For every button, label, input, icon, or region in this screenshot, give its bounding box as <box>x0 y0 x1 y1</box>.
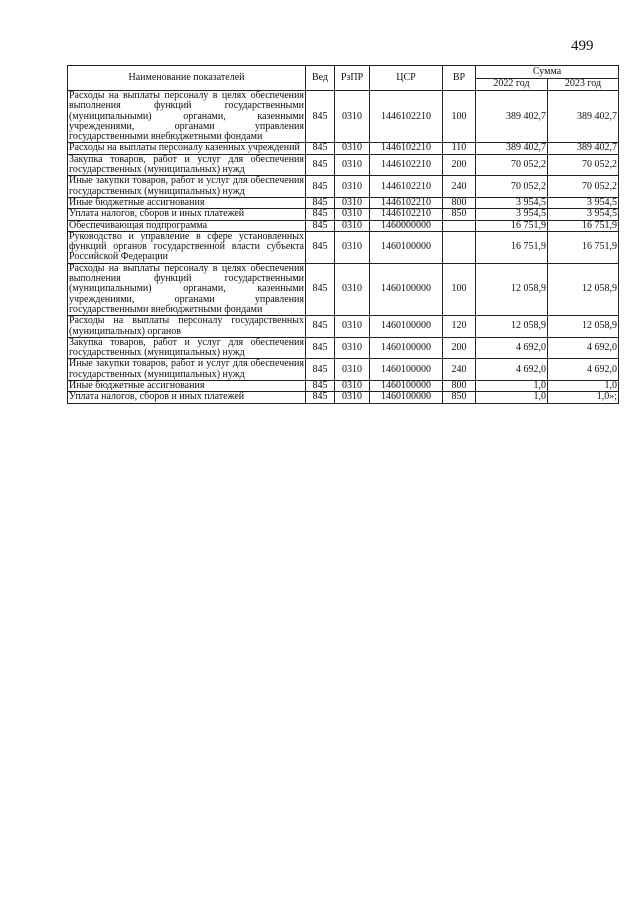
row-ved: 845 <box>306 392 335 403</box>
row-sum-2022: 389 402,7 <box>476 91 548 143</box>
row-ved: 845 <box>306 359 335 381</box>
row-name: Иные закупки товаров, работ и услуг для обеспечения государственных (муниципальных) нужд <box>69 175 304 197</box>
row-csr: 1460100000 <box>370 263 443 315</box>
row-vr: 120 <box>443 316 476 338</box>
row-name: Расходы на выплаты персоналу казенных учреждений <box>68 143 306 154</box>
row-sum-2022: 3 954,5 <box>476 197 548 208</box>
row-name: Руководство и управление в сфере установленных функций органов государственной власти субъекта Российской Федерации <box>69 230 304 263</box>
table-row <box>68 263 619 315</box>
row-sum-2022: 4 692,0 <box>476 359 548 381</box>
row-ved: 845 <box>306 220 335 231</box>
header-year-2022: 2022 год <box>476 79 548 91</box>
row-rzpr: 0310 <box>335 359 370 381</box>
row-ved: 845 <box>306 143 335 154</box>
row-sum-2023: 12 058,9 <box>548 316 619 338</box>
row-vr: 100 <box>443 91 476 143</box>
row-sum-2023: 4 692,0 <box>548 337 619 359</box>
header-vr: ВР <box>443 66 476 91</box>
row-vr: 850 <box>443 392 476 403</box>
table-row <box>68 392 619 403</box>
row-rzpr: 0310 <box>335 231 370 263</box>
row-sum-2023: 12 058,9 <box>548 263 619 315</box>
row-ved: 845 <box>306 209 335 220</box>
table-row <box>68 176 619 198</box>
table-row <box>68 337 619 359</box>
page-number: 499 <box>571 38 594 54</box>
row-csr: 1446102210 <box>370 176 443 198</box>
row-name: Расходы на выплаты персоналу в целях обеспечения выполнения функций государственными (муниципальными) органами, казенными учреждениями, органами управления государственными внебюджетными фондами <box>69 90 304 143</box>
row-vr: 850 <box>443 209 476 220</box>
row-sum-2022: 1,0 <box>476 392 548 403</box>
row-sum-2023: 389 402,7 <box>548 91 619 143</box>
row-rzpr: 0310 <box>335 91 370 143</box>
row-sum-2023: 4 692,0 <box>548 359 619 381</box>
table-row <box>68 154 619 176</box>
row-rzpr: 0310 <box>335 197 370 208</box>
row-vr: 800 <box>443 381 476 392</box>
row-rzpr: 0310 <box>335 176 370 198</box>
row-csr: 1460000000 <box>370 220 443 231</box>
row-vr <box>443 220 476 231</box>
row-sum-2022: 12 058,9 <box>476 263 548 315</box>
row-sum-2022: 12 058,9 <box>476 316 548 338</box>
row-rzpr: 0310 <box>335 337 370 359</box>
row-csr: 1460100000 <box>370 359 443 381</box>
row-rzpr: 0310 <box>335 381 370 392</box>
row-sum-2022: 70 052,2 <box>476 154 548 176</box>
row-sum-2023: 16 751,9 <box>548 231 619 263</box>
table-row <box>68 316 619 338</box>
row-rzpr: 0310 <box>335 392 370 403</box>
row-sum-2023: 3 954,5 <box>548 197 619 208</box>
row-ved: 845 <box>306 154 335 176</box>
row-csr: 1460100000 <box>370 316 443 338</box>
row-rzpr: 0310 <box>335 263 370 315</box>
row-csr: 1446102210 <box>370 91 443 143</box>
row-sum-2023: 1,0 <box>548 381 619 392</box>
row-name: Иные бюджетные ассигнования <box>68 197 306 208</box>
row-vr: 200 <box>443 337 476 359</box>
row-sum-2022: 1,0 <box>476 381 548 392</box>
row-csr: 1460100000 <box>370 231 443 263</box>
row-ved: 845 <box>306 381 335 392</box>
row-ved: 845 <box>306 337 335 359</box>
row-sum-2023: 16 751,9 <box>548 220 619 231</box>
row-sum-2023: 1,0»; <box>548 392 619 403</box>
row-vr: 240 <box>443 359 476 381</box>
header-ved: Вед <box>306 66 335 91</box>
header-csr: ЦСР <box>370 66 443 91</box>
row-csr: 1460100000 <box>370 381 443 392</box>
table-row <box>68 220 619 231</box>
row-vr: 110 <box>443 143 476 154</box>
table-row <box>68 231 619 263</box>
table-row <box>68 143 619 154</box>
header-year-2023: 2023 год <box>548 79 619 91</box>
row-vr: 100 <box>443 263 476 315</box>
row-name: Иные закупки товаров, работ и услуг для обеспечения государственных (муниципальных) нужд <box>69 358 304 380</box>
row-vr: 200 <box>443 154 476 176</box>
row-sum-2023: 389 402,7 <box>548 143 619 154</box>
row-name: Уплата налогов, сборов и иных платежей <box>68 392 306 403</box>
row-vr: 800 <box>443 197 476 208</box>
budget-table <box>67 65 619 404</box>
row-name: Закупка товаров, работ и услуг для обеспечения государственных (муниципальных) нужд <box>69 336 304 359</box>
row-name: Закупка товаров, работ и услуг для обеспечения государственных (муниципальных) нужд <box>69 153 304 176</box>
table-row <box>68 381 619 392</box>
row-sum-2023: 70 052,2 <box>548 176 619 198</box>
row-csr: 1446102210 <box>370 197 443 208</box>
row-vr <box>443 231 476 263</box>
table-row <box>68 209 619 220</box>
row-name: Расходы на выплаты персоналу в целях обеспечения выполнения функций государственными (муниципальными) органами, казенными учреждениями, органами управления государственными внебюджетными фондами <box>69 262 304 315</box>
header-rzpr: РзПР <box>335 66 370 91</box>
row-rzpr: 0310 <box>335 209 370 220</box>
row-ved: 845 <box>306 197 335 208</box>
row-sum-2023: 3 954,5 <box>548 209 619 220</box>
row-csr: 1460100000 <box>370 392 443 403</box>
row-rzpr: 0310 <box>335 316 370 338</box>
row-ved: 845 <box>306 316 335 338</box>
row-csr: 1446102210 <box>370 143 443 154</box>
row-rzpr: 0310 <box>335 154 370 176</box>
row-sum-2023: 70 052,2 <box>548 154 619 176</box>
row-rzpr: 0310 <box>335 220 370 231</box>
table-row <box>68 359 619 381</box>
row-sum-2022: 3 954,5 <box>476 209 548 220</box>
row-sum-2022: 389 402,7 <box>476 143 548 154</box>
header-sum: Сумма <box>476 66 619 79</box>
row-rzpr: 0310 <box>335 143 370 154</box>
table-row <box>68 91 619 143</box>
row-ved: 845 <box>306 263 335 315</box>
header-name: Наименование показателей <box>68 66 306 91</box>
row-csr: 1446102210 <box>370 209 443 220</box>
row-vr: 240 <box>443 176 476 198</box>
row-name: Иные бюджетные ассигнования <box>68 381 306 392</box>
row-csr: 1460100000 <box>370 337 443 359</box>
table-body <box>68 91 619 404</box>
row-name: Уплата налогов, сборов и иных платежей <box>68 209 306 220</box>
row-ved: 845 <box>306 231 335 263</box>
row-ved: 845 <box>306 176 335 198</box>
row-name: Обеспечивающая подпрограмма <box>68 220 306 231</box>
row-sum-2022: 16 751,9 <box>476 220 548 231</box>
row-csr: 1446102210 <box>370 154 443 176</box>
row-sum-2022: 70 052,2 <box>476 176 548 198</box>
row-name: Расходы на выплаты персоналу государственных (муниципальных) органов <box>69 315 304 337</box>
row-sum-2022: 16 751,9 <box>476 231 548 263</box>
row-sum-2022: 4 692,0 <box>476 337 548 359</box>
row-ved: 845 <box>306 91 335 143</box>
table-row <box>68 197 619 208</box>
